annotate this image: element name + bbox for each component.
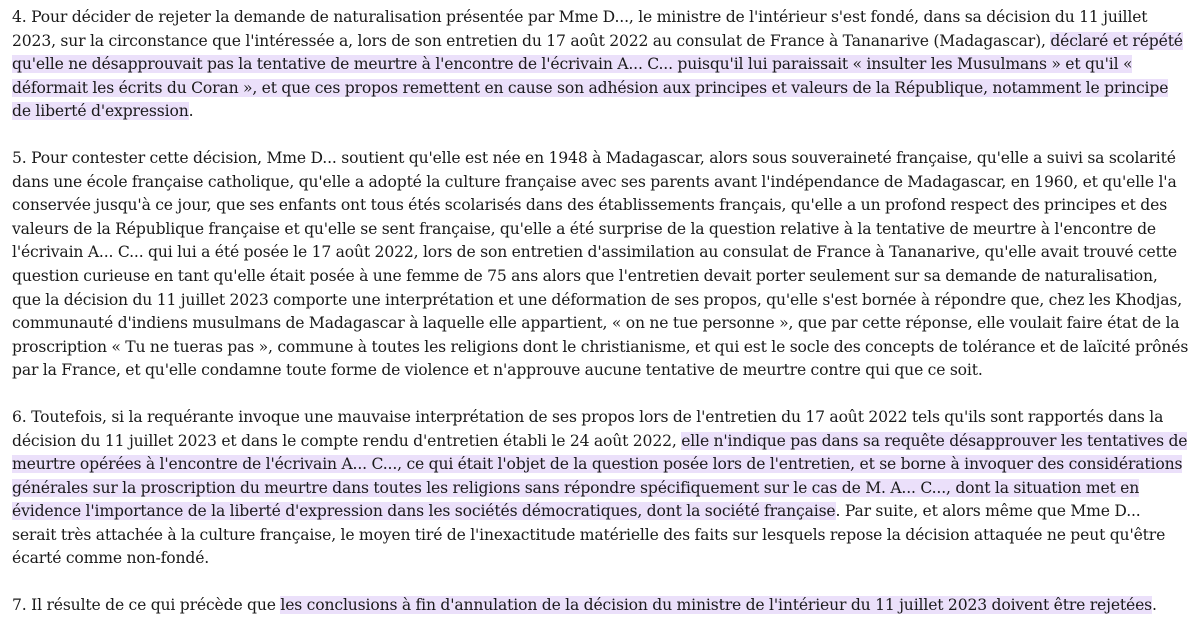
paragraph-6	[12, 406, 1189, 571]
paragraph-7	[12, 594, 1189, 618]
paragraph-4	[12, 6, 1189, 124]
paragraph-6-end: . Par suite, et alors même que Mme D... serait très attachée à la culture française, le moyen tiré de l'inexactitude matérielle des faits sur lesquels repose la décision attaquée ne peut qu'être écarté comme non-fondé.	[12, 502, 1166, 568]
paragraph-5-text: 5. Pour contester cette décision, Mme D... soutient qu'elle est née en 1948 à Madagascar, alors sous souveraineté française, qu'elle a suivi sa scolarité dans une école française catholique, qu'elle a adopté la culture française avec ses parents avant l'indépendance de Madagascar, en 1960, et qu'elle l'a conservée jusqu'à ce jour, que ses enfants ont tous étés scolarisés dans des établissements français, qu'elle a un profond respect des principes et des valeurs de la République française et qu'elle se sent française, qu'elle a été surprise de la question relative à la tentative de meurtre à l'encontre de l'écrivain A... C... qui lui a été posée le 17 août 2022, lors de son entretien d'assimilation au consulat de France à Tananarive, qu'elle avait trouvé cette question curieuse en tant qu'elle était posée à une femme de 75 ans alors que l'entretien devait porter seulement sur sa demande de naturalisation, que la décision du 11 juillet 2023 comporte une interprétation et une déformation de ses propos, qu'elle s'est bornée à répondre que, chez les Khodjas, communauté d'indiens musulmans de Madagascar à laquelle elle appartient, « on ne tue personne », que par cette réponse, elle voulait faire état de la proscription « Tu ne tueras pas », commune à toutes les religions dont le christianisme, et qui est le socle des concepts de tolérance et de laïcité prônés par la France, et qu'elle condamne toute forme de violence et n'approuve aucune tentative de meurtre contre qui que ce soit.	[12, 148, 1189, 380]
paragraph-6-highlight[interactable]: elle n'indique pas dans sa requête désapprouver les tentatives de meurtre opérées à l'encontre de l'écrivain A... C..., ce qui était l'objet de la question posée lors de l'entretien, et se borne à invoquer des considérations générales sur la proscription du meurtre dans toutes les religions sans répondre spécifiquement sur le cas de M. A... C..., dont la situation met en évidence l'importance de la liberté d'expression dans les sociétés démocratiques, dont la société française	[12, 431, 1188, 521]
paragraph-4-end: .	[188, 102, 194, 121]
paragraph-4-intro: 4. Pour décider de rejeter la demande de naturalisation présentée par Mme D..., le ministre de l'intérieur s'est fondé, dans sa décision du 11 juillet 2023, sur la circonstance que l'intéressée a, lors de son entretien du 17 août 2022 au consulat de France à Tananarive (Madagascar),	[12, 8, 1148, 50]
paragraph-7-intro: 7. Il résulte de ce qui précède que	[12, 596, 281, 615]
paragraph-4-highlight[interactable]: déclaré et répété qu'elle ne désapprouvait pas la tentative de meurtre à l'encontre de l'écrivain A... C... puisqu'il lui paraissait « insulter les Musulmans » et qu'il « déformait les écrits du Coran », et que ces propos remettent en cause son adhésion aux principes et valeurs de la République, notamment le principe de liberté d'expression	[12, 31, 1183, 121]
paragraph-7-end: .	[1152, 596, 1157, 615]
paragraph-6-intro: 6. Toutefois, si la requérante invoque une mauvaise interprétation de ses propos lors de l'entretien du 17 août 2022 tels qu'ils sont rapportés dans la décision du 11 juillet 2023 et dans le compte rendu d'entretien établi le 24 août 2022,	[12, 407, 1164, 450]
paragraph-5	[12, 147, 1189, 383]
paragraph-7-highlight[interactable]: les conclusions à fin d'annulation de la décision du ministre de l'intérieur du 11 juillet 2023 doivent être rejetées	[280, 596, 1153, 615]
